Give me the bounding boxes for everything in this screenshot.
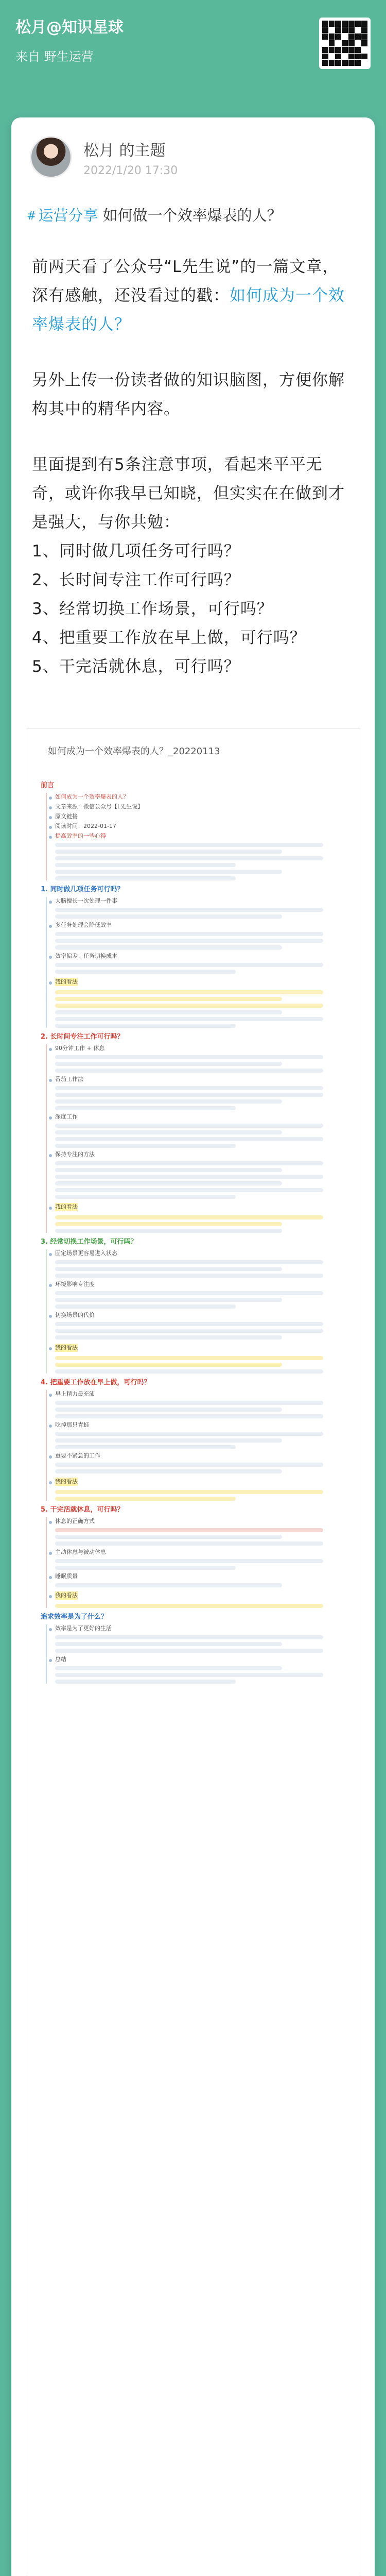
mindmap-text-line <box>55 1635 323 1639</box>
qr-module <box>361 21 367 27</box>
mindmap-node: 主动休息与被动休息 <box>55 1548 346 1556</box>
mindmap-tip: 我的看法 <box>55 1592 78 1599</box>
mindmap-text-line <box>55 1055 323 1059</box>
mindmap-text-line <box>55 1432 323 1436</box>
mindmap-text-line <box>55 870 282 874</box>
mindmap-text-line <box>55 1535 282 1539</box>
community-card <box>11 2574 375 2576</box>
qr-module <box>329 40 335 46</box>
mindmap-section <box>46 1390 346 1501</box>
qr-module <box>348 27 355 33</box>
mindmap-section-heading: 前言 <box>41 782 55 789</box>
qr-module <box>335 21 341 27</box>
qr-module <box>342 33 348 40</box>
qr-module <box>335 27 341 33</box>
mindmap-text-line <box>55 1666 282 1670</box>
qr-module <box>361 40 367 46</box>
mindmap-text-line <box>55 990 323 994</box>
mindmap-text-line <box>55 914 282 919</box>
mindmap-text-line <box>55 1604 323 1608</box>
mindmap-text-line <box>55 1086 323 1090</box>
mindmap-section-heading: 2. 长时间专注工作可行吗？ <box>41 1033 124 1041</box>
qr-module <box>329 27 335 33</box>
mindmap-section-heading: 追求效率是为了什么？ <box>41 1613 108 1621</box>
mindmap-text-line <box>55 1267 282 1271</box>
qr-module <box>355 47 361 53</box>
mindmap-node: 总结 <box>55 1655 346 1664</box>
mindmap-text-line <box>55 1680 236 1684</box>
mindmap-tip: 我的看法 <box>55 1478 78 1485</box>
mindmap-text-line <box>55 1195 236 1199</box>
mindmap-text-line <box>55 1438 282 1443</box>
paragraph-3: 里面提到有5条注意事项，看起来平平无奇，或许你我早已知晓，但实实在在做到才是强大，与你共勉： <box>32 455 345 532</box>
mindmap-node: 环境影响专注度 <box>55 1280 346 1289</box>
mindmap-text-line <box>55 963 323 967</box>
mindmap-section-heading: 4. 把重要工作放在早上做，可行吗？ <box>41 1379 151 1386</box>
mindmap-section-heading: 5. 干完活就休息，可行吗？ <box>41 1506 124 1514</box>
header-from-prefix: 来自 <box>15 49 40 64</box>
mindmap-section-heading: 3. 经常切换工作场景，可行吗？ <box>41 1238 137 1246</box>
qr-module <box>329 47 335 53</box>
mindmap-text-line <box>55 850 282 854</box>
qr-module <box>355 54 361 60</box>
qr-module <box>322 33 328 40</box>
mindmap-text-line <box>55 1017 323 1021</box>
mindmap-text-line <box>55 1188 323 1192</box>
mindmap-text-line <box>55 1335 282 1340</box>
list-item: 4、把重要工作放在早上做，可行吗？ <box>32 629 306 647</box>
mindmap-text-line <box>55 1490 323 1494</box>
mindmap-text-line <box>55 856 323 860</box>
mindmap-text-line <box>55 1004 323 1008</box>
mindmap-node: 阅读时间：2022-01-17 <box>55 822 346 831</box>
mindmap-node: 休息的正确方式 <box>55 1517 346 1526</box>
mindmap-text-line <box>55 1369 323 1374</box>
mindmap-node: 固定场景更容易进入状态 <box>55 1249 346 1258</box>
mindmap-text-line <box>55 1649 323 1653</box>
mindmap-text-line <box>55 939 323 943</box>
article-link[interactable]: 如何成为一个效率爆表的人？ <box>32 286 345 334</box>
mindmap-text-line <box>55 1137 323 1141</box>
mindmap-content <box>27 782 360 1684</box>
mindmap-text-line <box>55 1566 236 1570</box>
mindmap-text-line <box>55 1291 323 1295</box>
qr-module <box>355 27 361 33</box>
qr-module <box>329 60 335 66</box>
qr-module <box>342 47 348 53</box>
list-item: 1、同时做几项任务可行吗？ <box>32 542 240 561</box>
mindmap-node: 早上精力最充沛 <box>55 1390 346 1398</box>
mindmap-node: 切换场景的代价 <box>55 1311 346 1319</box>
qr-module <box>322 21 328 27</box>
mindmap-text-line <box>55 1329 323 1333</box>
mindmap-text-line <box>55 1298 282 1302</box>
mindmap-node: 多任务处理会降低效率 <box>55 921 346 929</box>
qr-module <box>322 47 328 53</box>
mindmap-text-line <box>55 843 323 847</box>
mindmap-node: 大脑擅长一次处理一件事 <box>55 897 346 905</box>
qr-module <box>335 40 341 46</box>
qr-module <box>342 54 348 60</box>
qr-module <box>335 47 341 53</box>
avatar[interactable] <box>30 136 72 178</box>
header-qr-code[interactable] <box>319 18 371 69</box>
mindmap-section <box>46 793 346 880</box>
author-block <box>30 136 178 178</box>
mindmap-tip: 我的看法 <box>55 1344 78 1351</box>
mindmap-section <box>46 1249 346 1374</box>
mindmap-text-line <box>55 1559 323 1563</box>
header-source <box>15 46 371 64</box>
list-item: 2、长时间专注工作可行吗？ <box>32 571 240 589</box>
qr-module <box>361 33 367 40</box>
post-title-text: 如何做一个效率爆表的人？ <box>102 207 282 224</box>
mindmap-node: 效率偏差：任务切换成本 <box>55 952 346 960</box>
qr-module <box>329 54 335 60</box>
mindmap-text-line <box>55 1642 282 1646</box>
numbered-list <box>32 537 354 681</box>
mindmap-text-line <box>55 1414 323 1418</box>
qr-module <box>348 21 355 27</box>
mindmap-text-line <box>55 1144 236 1148</box>
mindmap-text-line <box>55 932 323 936</box>
mindmap-node: 重要不紧急的工作 <box>55 1452 346 1460</box>
mindmap-node: 提高效率的一些心得 <box>55 832 346 840</box>
qr-module <box>361 60 367 66</box>
mindmap-node: 如何成为一个效率爆表的人？ <box>55 793 346 801</box>
qr-module <box>329 33 335 40</box>
qr-module <box>355 21 361 27</box>
mindmap-text-line <box>55 970 236 974</box>
qr-module <box>335 54 341 60</box>
qr-module <box>342 60 348 66</box>
mindmap-text-line <box>55 1161 323 1165</box>
qr-module <box>342 27 348 33</box>
qr-module <box>348 33 355 40</box>
mindmap-section <box>46 897 346 1028</box>
qr-code-pattern <box>322 21 367 66</box>
mindmap-node: 番茄工作法 <box>55 1075 346 1083</box>
mindmap-section <box>46 1517 346 1608</box>
qr-module <box>335 60 341 66</box>
mindmap-tip: 我的看法 <box>55 978 78 985</box>
list-item: 5、干完活就休息，可行吗？ <box>32 657 240 676</box>
mindmap-text-line <box>55 945 282 950</box>
mindmap-text-line <box>55 1062 282 1066</box>
author-name: 松月 的主题 <box>83 141 166 160</box>
qr-module <box>361 27 367 33</box>
mindmap-title: 如何成为一个效率爆表的人？_20220113 <box>48 746 220 757</box>
mindmap-text-line <box>55 1024 236 1028</box>
qr-module <box>342 40 348 46</box>
mindmap-text-line <box>55 1469 282 1473</box>
mindmap-text-line <box>55 1408 282 1412</box>
header-title: 松月@知识星球 <box>15 19 124 37</box>
qr-module <box>355 60 361 66</box>
qr-module <box>355 40 361 46</box>
mindmap-text-line <box>55 1363 282 1367</box>
mindmap-text-line <box>55 1010 282 1014</box>
mindmap-text-line <box>55 997 282 1001</box>
post-tag[interactable]: 运营分享 <box>38 207 98 224</box>
mindmap-text-line <box>55 1463 323 1467</box>
topic-card <box>11 117 375 2576</box>
post-time: 2022/1/20 17:30 <box>83 164 178 177</box>
mindmap-text-line <box>55 1099 282 1104</box>
qr-module <box>361 47 367 53</box>
mindmap-node: 保持专注的方法 <box>55 1150 346 1159</box>
mindmap-text-line <box>55 1497 236 1501</box>
mindmap-text-line <box>55 1260 323 1264</box>
qr-module <box>322 60 328 66</box>
qr-module <box>348 40 355 46</box>
mindmap-text-line <box>55 1175 323 1179</box>
mindmap-text-line <box>55 1356 323 1360</box>
mindmap-text-line <box>55 1673 323 1677</box>
mindmap-text-line <box>55 1106 236 1110</box>
mindmap-tip: 我的看法 <box>55 1204 78 1210</box>
qr-module <box>322 40 328 46</box>
qr-module <box>322 54 328 60</box>
mindmap-text-line <box>55 1541 323 1546</box>
mindmap-image[interactable] <box>27 728 360 2576</box>
mindmap-text-line <box>55 1528 323 1532</box>
mindmap-text-line <box>55 876 236 880</box>
mindmap-text-line <box>55 1229 282 1233</box>
paragraph-1 <box>32 252 354 339</box>
list-item: 3、经常切换工作场景，可行吗？ <box>32 600 273 618</box>
mindmap-node: 效率是为了更好的生活 <box>55 1624 346 1633</box>
mindmap-node: 原文链接 <box>55 812 346 821</box>
mindmap-text-line <box>55 1304 236 1309</box>
hashtag-icon: # <box>27 210 37 223</box>
mindmap-section <box>46 1624 346 1684</box>
mindmap-text-line <box>55 1093 323 1097</box>
mindmap-text-line <box>55 1181 282 1185</box>
qr-module <box>348 54 355 60</box>
mindmap-text-line <box>55 1401 323 1405</box>
mindmap-text-line <box>55 1069 323 1073</box>
mindmap-node: 睡眠质量 <box>55 1572 346 1581</box>
qr-module <box>329 21 335 27</box>
qr-module <box>348 60 355 66</box>
mindmap-text-line <box>55 1222 282 1226</box>
mindmap-node: 文章来源：微信公众号【L先生说】 <box>55 803 346 811</box>
mindmap-text-line <box>55 1274 323 1278</box>
mindmap-text-line <box>55 1124 323 1128</box>
qr-module <box>322 27 328 33</box>
mindmap-text-line <box>55 1322 323 1326</box>
qr-module <box>355 33 361 40</box>
mindmap-text-line <box>55 1168 282 1172</box>
mindmap-node: 深度工作 <box>55 1113 346 1121</box>
qr-module <box>361 54 367 60</box>
qr-module <box>335 33 341 40</box>
qr-module <box>348 47 355 53</box>
mindmap-text-line <box>55 1215 323 1219</box>
qr-module <box>342 21 348 27</box>
paragraph-2: 另外上传一份读者做的知识脑图，方便你解构其中的精华内容。 <box>32 371 345 418</box>
mindmap-section <box>46 1044 346 1233</box>
mindmap-text-line <box>55 908 323 912</box>
mindmap-text-line <box>55 863 236 867</box>
share-header <box>15 18 371 95</box>
mindmap-text-line <box>55 1130 282 1134</box>
mindmap-section-heading: 1. 同时做几项任务可行吗？ <box>41 886 124 893</box>
post-title <box>27 205 359 227</box>
mindmap-text-line <box>55 1445 236 1449</box>
paragraph-1-text: 前两天看了公众号“L先生说”的一篇文章，深有感触，还没看过的戳： <box>32 258 339 305</box>
mindmap-text-line <box>55 1583 282 1587</box>
mindmap-node: 90分钟工作 + 休息 <box>55 1044 346 1053</box>
header-group-name: 野生运营 <box>44 49 94 64</box>
mindmap-node: 吃掉那只青蛙 <box>55 1421 346 1429</box>
